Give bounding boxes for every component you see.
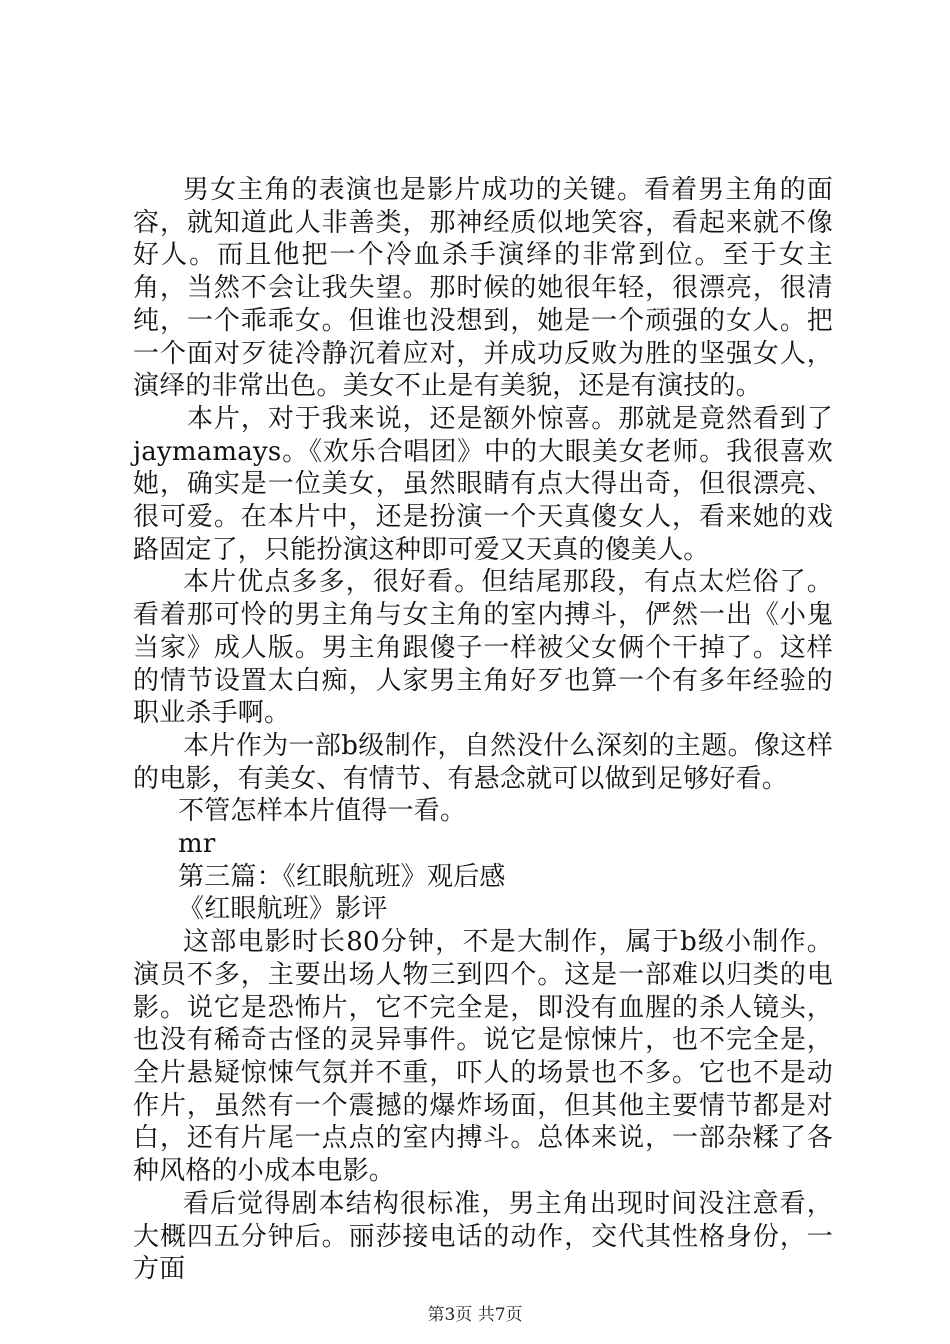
paragraph-review-intro: 这部电影时长80分钟，不是大制作，属于b级小制作。演员不多，主要出场人物三到四个。这是一部难以归类的电影。说它是恐怖片，它不完全是，即没有血腥的杀人镜头，也没有稀奇古怪的灵异事件。说它是惊悚片，也不完全是，全片悬疑惊悚气氛并不重，吓人的场景也不多。它也不是动作片，虽然有一个震撼的爆炸场面，但其他主要情节都是对白，还有片尾一点点的室内搏斗。总体来说，一部杂糅了各种风格的小成本电影。 <box>133 927 833 1187</box>
review-title: 《红眼航班》影评 <box>178 894 388 925</box>
paragraph-worth-watching: 不管怎样本片值得一看。 <box>178 796 467 827</box>
paragraph-ending: 本片优点多多，很好看。但结尾那段，有点太烂俗了。看着那可怜的男主角与女主角的室内搏斗，俨然一出《小鬼当家》成人版。男主角跟傻子一样被父女俩个干掉了。这样的情节设置太白痴，人家男主角好歹也算一个有多年经验的职业杀手啊。 <box>133 567 833 729</box>
paragraph-b-movie: 本片作为一部b级制作，自然没什么深刻的主题。像这样的电影，有美女、有情节、有悬念就可以做到足够好看。 <box>133 730 833 794</box>
page-footer: 第3页 共7页 <box>427 1305 523 1325</box>
section-heading: 第三篇：《红眼航班》观后感 <box>178 861 506 892</box>
paragraph-actors: 男女主角的表演也是影片成功的关键。看着男主角的面容，就知道此人非善类，那神经质似地笑容，看起来就不像好人。而且他把一个冷血杀手演绎的非常到位。至于女主角，当然不会让我失望。那时候的她很年轻，很漂亮，很清纯，一个乖乖女。但谁也没想到，她是一个顽强的女人。把一个面对歹徒冷静沉着应对，并成功反败为胜的坚强女人，演绎的非常出色。美女不止是有美貌，还是有演技的。 <box>133 175 833 402</box>
paragraph-review-structure: 看后觉得剧本结构很标准，男主角出现时间没注意看，大概四五分钟后。丽莎接电话的动作，交代其性格身份，一方面 <box>133 1188 833 1285</box>
paragraph-surprise: 本片，对于我来说，还是额外惊喜。那就是竟然看到了jaymamays。《欢乐合唱团》中的大眼美女老师。我很喜欢她，确实是一位美女，虽然眼睛有点大得出奇，但很漂亮、很可爱。在本片中，还是扮演一个天真傻女人，看来她的戏路固定了，只能扮演这种即可爱又天真的傻美人。 <box>133 403 833 565</box>
author-signature: mr <box>178 829 216 860</box>
document-body <box>133 174 833 1286</box>
